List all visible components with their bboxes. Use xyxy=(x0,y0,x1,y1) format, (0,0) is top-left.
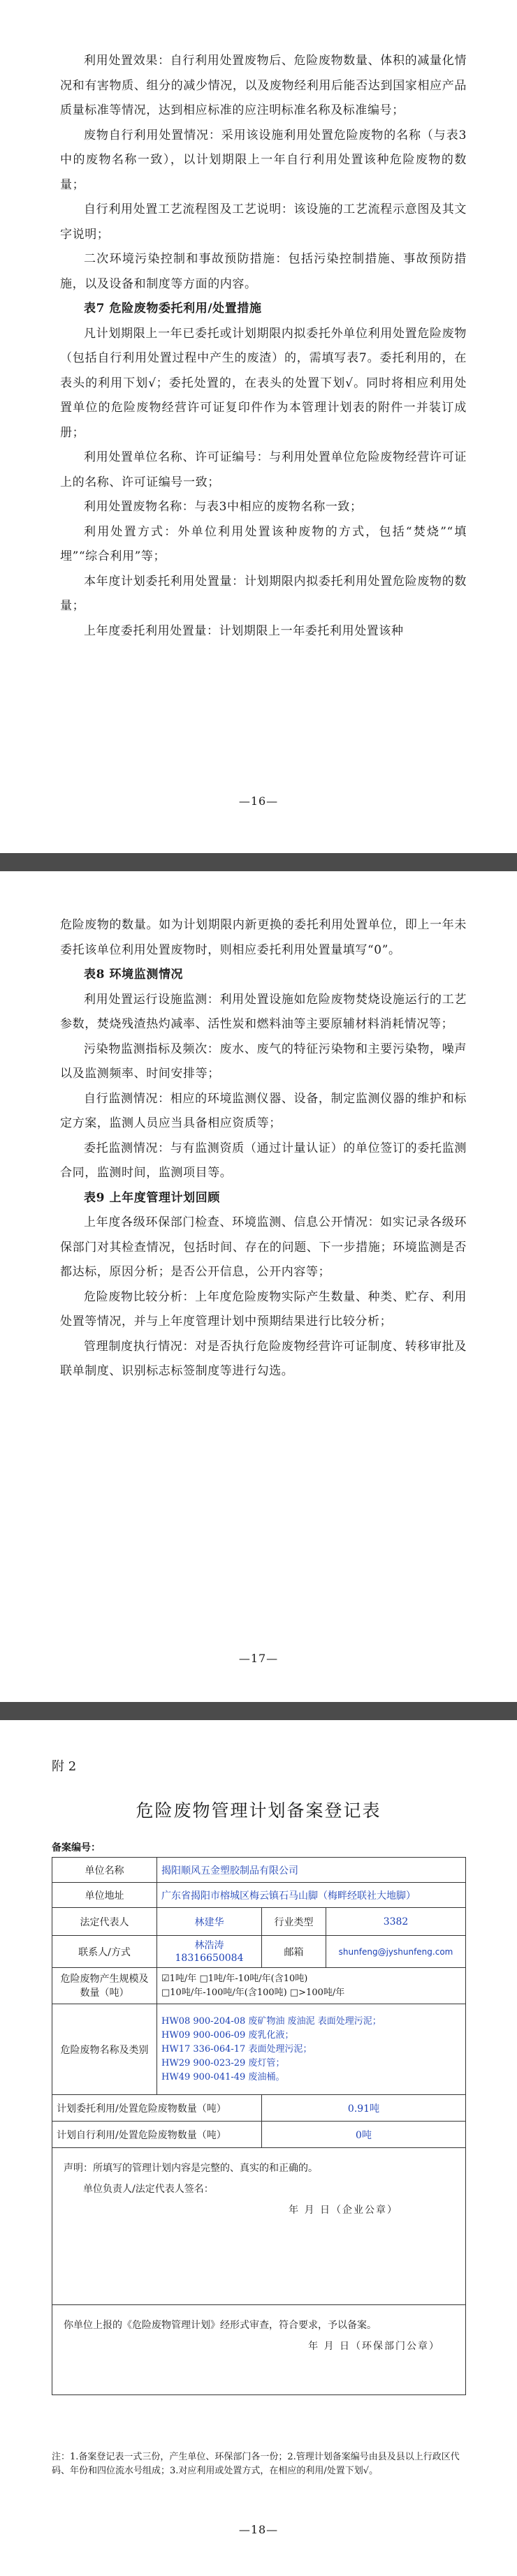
paragraph: 上年度委托利用处置量：计划期限上一年委托利用处置该种 xyxy=(84,623,404,638)
industry-value: 3382 xyxy=(326,1908,466,1936)
paragraph: 利用处置单位名称、许可证编号：与利用处置单位危险废物经营许可证上的名称、许可证编号一致； xyxy=(60,450,467,489)
legal-rep-value: 林建华 xyxy=(157,1908,262,1936)
waste-list xyxy=(157,2004,466,2095)
list-item: HW09 900-006-09 废乳化液； xyxy=(161,2029,294,2041)
scale-label: 危险废物产生规模及数量（吨） xyxy=(52,1968,157,2004)
page-number: —16— xyxy=(238,794,279,808)
declaration-text: 声明：所填写的管理计划内容是完整的、真实的和正确的。 xyxy=(64,2163,318,2174)
email-label: 邮箱 xyxy=(262,1936,326,1968)
paragraph: 利用处置运行设施监测：利用处置设施如危险废物焚烧设施运行的工艺参数，焚烧残渣热灼减率、活性炭和燃料油等主要原辅材料消耗情况等； xyxy=(60,992,467,1031)
section-heading: 表8 环境监测情况 xyxy=(84,968,184,982)
paragraph: 委托监测情况：与有监测资质（通过计量认证）的单位签订的委托监测合同，监测时间，监测项目等。 xyxy=(60,1141,467,1180)
contact-phone: 18316650084 xyxy=(175,1952,244,1964)
appendix-label: 附 2 xyxy=(52,1759,77,1774)
paragraph: 废物自行利用处置情况：采用该设施利用处置危险废物的名称（与表3中的废物名称一致），以计划期限上一年自行利用处置该种危险废物的数量； xyxy=(60,128,467,192)
document-page-16 xyxy=(0,0,517,853)
waste-list-label: 危险废物名称及类别 xyxy=(52,2004,157,2095)
registration-table xyxy=(52,1857,466,2395)
paragraph: 上年度各级环保部门检查、环境监测、信息公开情况：如实记录各级环保部门对其检查情况，包括时间、存在的问题、下一步措施；环境监测是否都达标，原因分析；是否公开信息，公开内容等； xyxy=(60,1215,467,1279)
page-17-body xyxy=(60,913,467,1384)
address-value: 广东省揭阳市榕城区梅云镇石马山脚（梅畔经联社大地脚） xyxy=(157,1883,466,1908)
document-page-18 xyxy=(0,1720,517,2576)
paragraph: 利用处置方式：外单位利用处置该种废物的方式，包括“焚烧”“填埋”“综合利用”等； xyxy=(60,524,467,563)
page-16-body xyxy=(60,49,467,644)
document-page-17 xyxy=(0,871,517,1702)
page-number: —18— xyxy=(238,2523,279,2536)
section-heading: 表7 危险废物委托利用/处置措施 xyxy=(84,302,262,316)
unit-name-value: 揭阳顺风五金塑胶制品有限公司 xyxy=(157,1858,466,1883)
scale-option-line: □10吨/年-100吨/年(含100吨) □>100吨/年 xyxy=(161,1987,345,1998)
list-item: HW49 900-041-49 废油桶。 xyxy=(161,2071,285,2082)
legal-rep-label: 法定代表人 xyxy=(52,1908,157,1936)
address-label: 单位地址 xyxy=(52,1883,157,1908)
industry-label: 行业类型 xyxy=(262,1908,326,1936)
paragraph: 利用处置效果：自行利用处置废物后、危险废物数量、体积的减量化情况和有害物质、组分的减少情况，以及废物经利用后能否达到国家相应产品质量标准等情况，达到相应标准的应注明标准名称及标准编号； xyxy=(60,54,467,117)
form-number-label: 备案编号： xyxy=(52,1842,101,1853)
entrust-quantity-value: 0.91吨 xyxy=(262,2095,466,2122)
paragraph: 本年度计划委托利用处置量：计划期限内拟委托利用处置危险废物的数量； xyxy=(60,574,467,613)
self-quantity-label: 计划自行利用/处置危险废物数量（吨） xyxy=(52,2122,262,2148)
form-notes: 注：1.备案登记表一式三份，产生单位、环保部门各一份；2.管理计划备案编号由县及县以上行政区代码、年份和四位流水号组成；3.对应利用或处置方式，在相应的利用/处置下划√。 xyxy=(52,2452,460,2476)
list-item: HW17 336-064-17 表面处理污泥； xyxy=(161,2043,312,2055)
company-seal-date: 年 月 日（企业公章） xyxy=(289,2205,399,2216)
review-cell xyxy=(52,2305,466,2395)
paragraph: 利用处置废物名称：与表3中相应的废物名称一致； xyxy=(84,500,363,514)
self-quantity-value: 0吨 xyxy=(262,2122,466,2148)
paragraph: 自行利用处置工艺流程图及工艺说明：该设施的工艺流程示意图及其文字说明； xyxy=(60,202,467,242)
signature-label: 单位负责人/法定代表人签名： xyxy=(83,2184,214,2195)
paragraph: 凡计划期限上一年已委托或计划期限内拟委托外单位利用处置危险废物（包括自行利用处置过程中产生的废渣）的，需填写表7。委托利用的，在表头的利用下划√；委托处置的，在表头的处置下划√。同时将相应利用处置单位的危险废物经营许可证复印件作为本管理计划表的附件一并装订成册； xyxy=(60,326,467,440)
section-heading: 表9 上年度管理计划回顾 xyxy=(84,1190,220,1205)
review-text: 你单位上报的《危险废物管理计划》经形式审查，符合要求，予以备案。 xyxy=(64,2320,377,2331)
page-number: —17— xyxy=(238,1652,279,1665)
form-title: 危险废物管理计划备案登记表 xyxy=(136,1800,381,1821)
declaration-cell xyxy=(52,2148,466,2305)
email-value: shunfeng@jyshunfeng.com xyxy=(326,1936,466,1968)
contact-name: 林浩涛 xyxy=(194,1939,224,1951)
agency-seal-date: 年 月 日（环保部门公章） xyxy=(308,2341,441,2352)
paragraph: 自行监测情况：相应的环境监测仪器、设备，制定监测仪器的维护和标定方案，监测人员应当具备相应资质等； xyxy=(60,1091,467,1130)
list-item: HW29 900-023-29 废灯管； xyxy=(161,2057,285,2068)
paragraph: 二次环境污染控制和事故预防措施：包括污染控制措施、事故预防措施，以及设备和制度等方面的内容。 xyxy=(60,252,467,291)
contact-label: 联系人/方式 xyxy=(52,1936,157,1968)
list-item: HW08 900-204-08 废矿物油 废油泥 表面处理污泥； xyxy=(161,2015,381,2027)
paragraph: 管理制度执行情况：对是否执行危险废物经营许可证制度、转移审批及联单制度、识别标志标签制度等进行勾选。 xyxy=(60,1339,467,1378)
contact-value xyxy=(157,1936,262,1968)
scale-options xyxy=(157,1968,466,2004)
paragraph: 污染物监测指标及频次：废水、废气的特征污染物和主要污染物，噪声以及监测频率、时间安排等； xyxy=(60,1042,467,1081)
paragraph: 危险废物比较分析：上年度危险废物实际产生数量、种类、贮存、利用处置等情况，并与上年度管理计划中预期结果进行比较分析； xyxy=(60,1289,467,1328)
scale-option-line: ☑1吨/年 □1吨/年-10吨/年(含10吨) xyxy=(161,1973,308,1984)
unit-name-label: 单位名称 xyxy=(52,1858,157,1883)
paragraph: 危险废物的数量。如为计划期限内新更换的委托利用处置单位，即上一年未委托该单位利用处置废物时，则相应委托利用处置量填写“0”。 xyxy=(60,918,467,957)
entrust-quantity-label: 计划委托利用/处置危险废物数量（吨） xyxy=(52,2095,262,2122)
